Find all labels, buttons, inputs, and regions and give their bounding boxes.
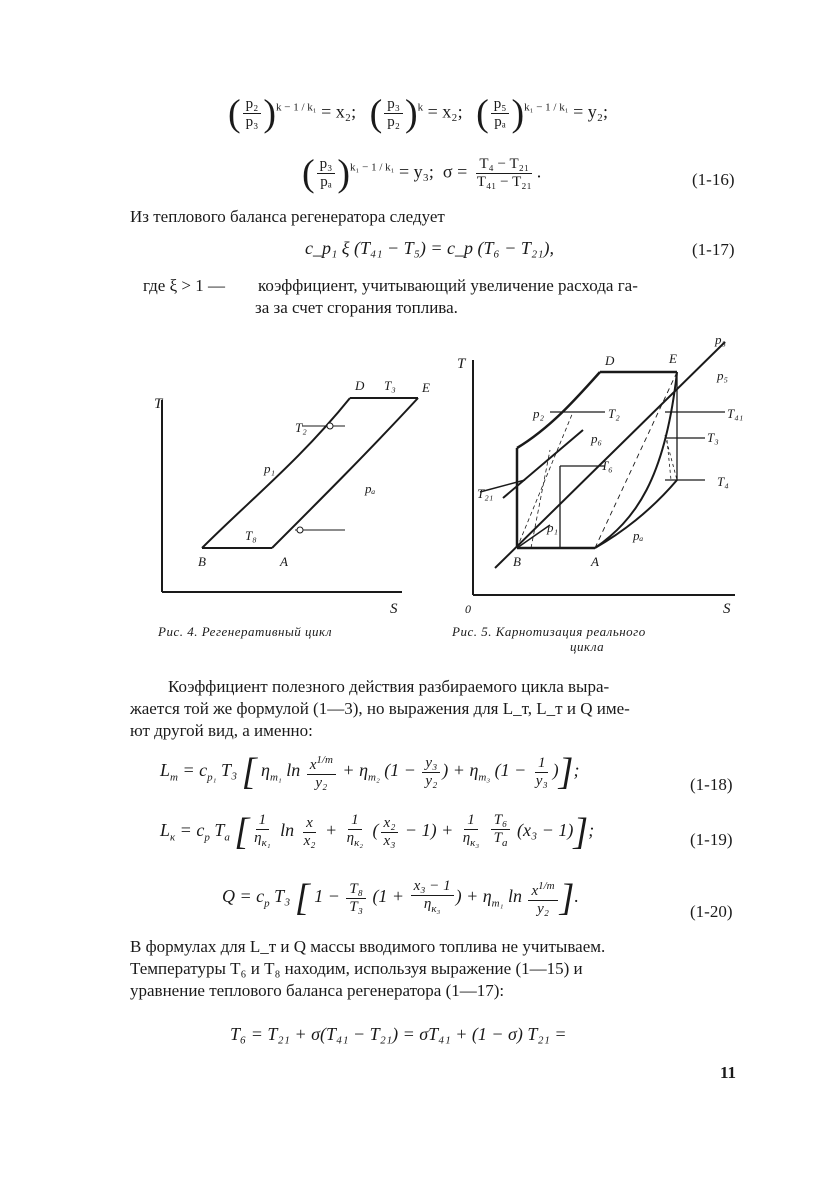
fig4-label-B: B <box>198 554 206 569</box>
fig5-label-S: S <box>723 601 731 617</box>
paragraph-heat-balance: Из теплового баланса регенератора следует <box>130 207 445 226</box>
figure-4-regenerative-cycle <box>140 370 440 620</box>
fig4-label-p1: p₁ <box>264 461 276 476</box>
fig4-label-S: S <box>390 601 398 617</box>
fig4-label-D: D <box>355 378 365 393</box>
fig4-label-T3: T₃ <box>384 378 396 393</box>
paragraph-efficiency-line2: жается той же формулой (1—3), но выражения для L_т, L_т и Q име- <box>130 699 630 718</box>
fig5-label-pa: pₐ <box>633 528 644 543</box>
fig5-label-E: E <box>669 351 677 366</box>
fig5-label-O: 0 <box>465 602 471 616</box>
fig5-label-T2: T₂ <box>608 406 620 421</box>
figure-5-caption-line1: Рис. 5. Карнотизация реального <box>452 624 646 639</box>
equation-1-18: $L_т = c_{p_1}$ T₃ [ $\eta_{т_1}$ ln $\frac{x^{1/m}}{\text{y₂}}$ + $\eta_{т_2}$ (1 − $\frac{\text{y₃}}{\text{y₂}}$ ) + $\eta_{т_3}$ (1 − $\frac{1}{\text{y₃}}$ )]; <box>160 751 580 793</box>
fig5-label-A: A <box>591 554 599 569</box>
fig5-label-B: B <box>513 554 521 569</box>
equation-tag-1-18: (1-18) <box>690 775 733 794</box>
fig5-label-p3: p₃ <box>715 332 727 347</box>
fig5-label-T3: T₃ <box>707 430 719 445</box>
equation-1-16-line2: ( $\frac{\text{p₃}}{\text{pₐ}}$ )$^{k_1 - 1 / k_1}$ = y₃; σ = $\frac{\text{T₄ − T₂₁}}{\text{T₄₁ − T₂₁}}$ . <box>302 152 542 195</box>
fig4-label-T8: T₈ <box>245 528 257 543</box>
equation-1-17: c_p₁ ξ (T₄₁ − T₅) = c_p (T₆ − T₂₁), <box>305 238 554 258</box>
equation-1-20: $Q = c_p$ T₃ [ 1 − $\frac{\text{T₈}}{\text{T₃}}$ (1 + $\frac{\text{x₃ − 1}}{\eta_{к_3}}$ ) + $\eta_{т_1}$ ln $\frac{x^{1/m}}{\text{y₂}}$ ]. <box>222 877 579 919</box>
where-xi-lead: где ξ > 1 — <box>143 276 225 295</box>
fig5-label-T: T <box>457 356 466 372</box>
fig5-label-p1: p₁ <box>547 520 559 535</box>
equation-tag-1-19: (1-19) <box>690 830 733 849</box>
equation-tag-1-20: (1-20) <box>690 902 733 921</box>
fig4-label-E: E <box>422 380 430 395</box>
fig4-label-A: A <box>280 554 288 569</box>
where-xi-line2: за за счет сгорания топлива. <box>255 298 458 317</box>
fig4-label-pa: pₐ <box>365 481 376 496</box>
where-xi-line1: коэффициент, учитывающий увеличение расхода га- <box>258 276 638 295</box>
paragraph-efficiency-line1: Коэффициент полезного действия разбираемого цикла выра- <box>168 677 610 696</box>
figure-5-caption-line2: цикла <box>570 639 605 654</box>
paragraph-efficiency-line3: ют другой вид, а именно: <box>130 721 313 740</box>
equation-tag-1-17: (1-17) <box>692 240 735 259</box>
fig5-label-D: D <box>605 353 615 368</box>
paragraph-formulas-line3: уравнение теплового баланса регенератора (1—17): <box>130 981 505 1000</box>
fig5-label-T21: T₂₁ <box>477 486 494 501</box>
fig4-curve-pa <box>272 398 418 548</box>
fig5-label-T41: T₄₁ <box>727 406 744 421</box>
equation-1-16-line1: ( $\frac{\text{p₂}}{\text{p₃}}$ )$^{k - 1 / k_1}$ = x₂; ( $\frac{\text{p₃}}{\text{p₂}}$ )$^k$ = x₂; ( $\frac{\text{p₅}}{\text{pₐ}}$ )$^{k_1 - 1 / k_1}$ = y₂; <box>228 92 608 135</box>
fig5-label-p5: p₅ <box>717 368 729 383</box>
equation-1-19: $L_к = c_p$ $T_a$ [ $\frac{1}{\eta_{к_1}}$ ln $\frac{x}{\text{x₂}}$ + $\frac{1}{\eta_{к_2}}$ ( $\frac{\text{x₂}}{\text{x₃}}$ − 1) + $\frac{1}{\eta_{к_3}}$ $\frac{\text{T₆}}{T_a}$ (x₃ − 1)]; <box>160 811 595 853</box>
fig5-line-p3 <box>495 342 725 568</box>
page-number: 11 <box>720 1063 737 1082</box>
figure-5-carnotization <box>455 330 765 620</box>
paragraph-formulas-line2: Температуры T₆ и T₈ находим, используя выражение (1—15) и <box>130 959 583 978</box>
paragraph-formulas-line1: В формулах для L_т и Q массы вводимого топлива не учитываем. <box>130 937 606 956</box>
figure-4-caption: Рис. 4. Регенеративный цикл <box>158 624 333 639</box>
equation-tag-1-16: (1-16) <box>692 170 735 189</box>
fig4-label-T2: T₂ <box>295 420 307 435</box>
fig4-curve-p1 <box>202 398 350 548</box>
fig5-label-p6: p₆ <box>591 431 603 446</box>
equation-t6: T₆ = T₂₁ + σ(T₄₁ − T₂₁) = σT₄₁ + (1 − σ) T₂₁ = <box>230 1024 567 1044</box>
fig4-label-T: T <box>154 396 163 412</box>
fig5-label-T4: T₄ <box>717 474 729 489</box>
fig5-label-T6: T₆ <box>601 458 613 473</box>
fig5-label-p2: p₂ <box>533 406 545 421</box>
